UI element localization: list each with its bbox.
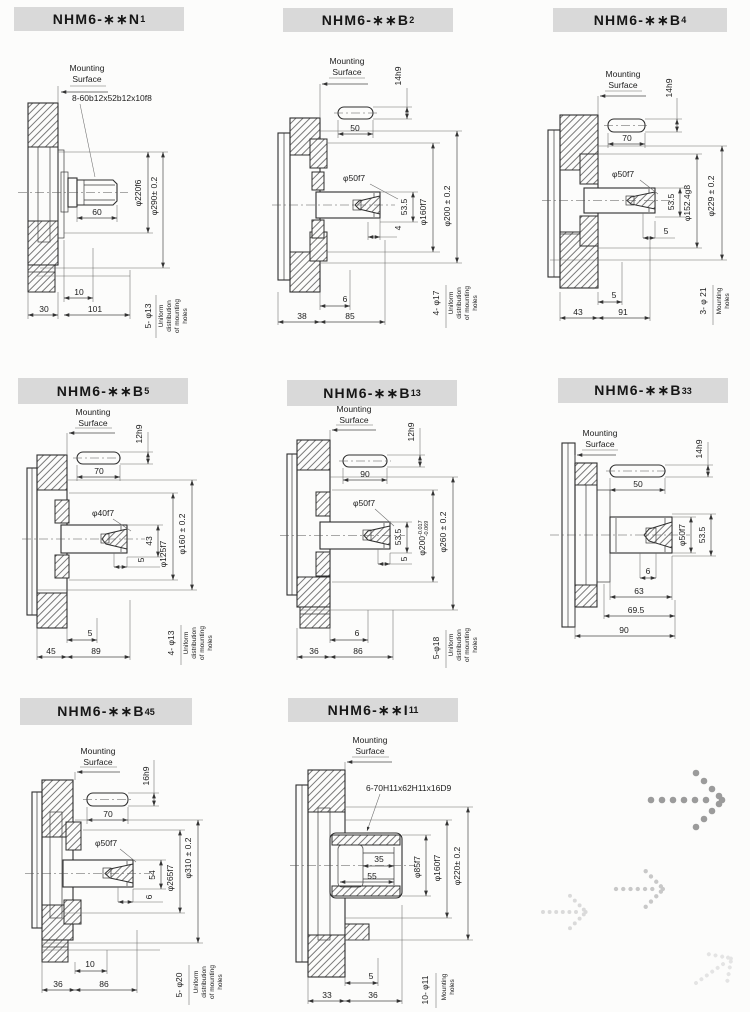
key-height-label: 16h9 (141, 766, 151, 786)
dim-label-b1: 10 (74, 287, 84, 297)
dim-label-b2: 45 (46, 646, 56, 656)
offset-label: 6 (144, 894, 154, 900)
mounting-label-2: Surface (585, 439, 615, 449)
mounting-label-1: Mounting (582, 428, 618, 438)
holes-label: 4- φ17 (431, 290, 441, 316)
panel-nhm6-i11 (250, 690, 500, 1012)
dim-label-dia1: φ265f7 (165, 864, 175, 892)
panel-nhm6-b33 (500, 370, 750, 690)
note-line: Uniform (448, 291, 455, 315)
holes-label: 3- φ 21 (698, 287, 708, 315)
technical-drawing-b33 (500, 370, 750, 690)
note-line: Mounting (441, 973, 448, 1001)
dim-label-dia1: φ152.4g8 (682, 184, 692, 222)
dim-label-dia2: φ310 ± 0.2 (183, 837, 193, 879)
note-line: holes (724, 293, 731, 309)
mounting-label-1: Mounting (352, 735, 388, 745)
dim-label-b2: 36 (53, 979, 63, 989)
dim-label-b1: 6 (342, 294, 348, 304)
panel-nhm6-b5 (0, 370, 250, 690)
key-height-label: 14h9 (664, 78, 674, 98)
panel-nhm6-b45 (0, 690, 250, 1012)
key-length-label: 50 (350, 123, 360, 133)
technical-drawing-i11 (250, 690, 500, 1012)
technical-drawing-b2 (250, 0, 500, 370)
depth-label: 53.5 (666, 193, 676, 211)
title-text: NHM6-∗∗B (321, 11, 410, 28)
note-line: Uniform (158, 304, 165, 328)
technical-drawing-b4 (500, 0, 750, 370)
pilot-dia-label: $\varphi 200^{-0.017}-0.069$ (417, 520, 431, 556)
offset-label: 5 (663, 226, 669, 236)
key-length-label: 70 (622, 133, 632, 143)
holes-label: 10- φ11 (420, 975, 430, 1005)
mounting-label-2: Surface (332, 67, 362, 77)
dim-label-length: 60 (92, 207, 102, 217)
note-line: of mounting (174, 299, 181, 333)
dim-label-dia0: φ85f7 (412, 855, 422, 879)
title-subscript: 11 (408, 705, 419, 715)
note-line: Uniform (448, 633, 455, 657)
section-view (542, 115, 670, 288)
holes-label: 5- φ20 (174, 972, 184, 998)
note-line: holes (449, 979, 456, 995)
dim-label-b2: 30 (39, 304, 49, 314)
mounting-label-2: Surface (72, 74, 102, 84)
dim-label-dia2: φ229 ± 0.2 (706, 175, 716, 217)
title-subscript: 2 (409, 15, 415, 25)
key-height-label: 12h9 (406, 422, 416, 442)
note-line: distribution (166, 300, 173, 332)
depth-label: 54 (147, 870, 157, 880)
inner-dim-2: 55 (367, 871, 377, 881)
dim-label-b1: 6 (354, 628, 360, 638)
title-subscript: 33 (681, 385, 692, 396)
dim-label-b2: 36 (309, 646, 319, 656)
dotted-arrow-icon (541, 770, 743, 999)
shaft-dia-label: φ50f7 (677, 523, 687, 547)
note-line: distribution (201, 966, 208, 998)
note-line: holes (472, 637, 479, 653)
technical-drawing-b5 (0, 370, 250, 690)
shaft-dia-label: φ40f7 (92, 508, 115, 518)
dim-label-dia2: φ290± 0.2 (149, 176, 159, 216)
mounting-label-1: Mounting (75, 407, 111, 417)
title-text: NHM6-∗∗B (57, 703, 145, 719)
dim-label-b1: 5 (368, 971, 374, 981)
shaft-dia-label: φ50f7 (353, 498, 376, 508)
title-subscript: 4 (681, 15, 687, 25)
title-subscript: 5 (144, 386, 150, 396)
title-text: NHM6-∗∗B (56, 382, 145, 399)
note-line: of mounting (209, 965, 216, 999)
dotted-arrow-watermark (500, 690, 750, 1012)
dim-label-b1: 5 (87, 628, 93, 638)
mounting-label-1: Mounting (69, 63, 105, 73)
key-length-label: 70 (94, 466, 104, 476)
dim-label-dia1: φ220f6 (133, 179, 143, 207)
key-height-label: 12h9 (134, 424, 144, 444)
mounting-label-1: Mounting (329, 56, 365, 66)
mounting-label-2: Surface (83, 757, 113, 767)
dim-label-b1: 10 (85, 959, 95, 969)
shaft-dia-label: φ50f7 (343, 173, 366, 183)
key-height-label: 14h9 (694, 439, 704, 459)
title-text: NHM6-∗∗B (594, 382, 682, 398)
depth-label: 53.5 (697, 526, 707, 544)
holes-label: 5- φ13 (143, 303, 153, 329)
dim-label-b2: 33 (322, 990, 332, 1000)
section-view (290, 770, 415, 977)
section-view (550, 443, 690, 627)
mounting-label-2: Surface (355, 746, 385, 756)
offset-label: 5 (399, 556, 409, 562)
holes-label: 5-φ18 (431, 636, 441, 660)
note-line: Uniform (193, 970, 200, 994)
note-line: holes (472, 295, 479, 311)
mounting-label-2: Surface (78, 418, 108, 428)
offset-label: 4 (393, 225, 403, 231)
dim-label-b2: 43 (573, 307, 583, 317)
shaft-dia-label: φ50f7 (95, 838, 118, 848)
holes-label: 4- φ13 (166, 630, 176, 656)
dim-label-dia2: φ200 ± 0.2 (442, 185, 452, 227)
note-line: holes (182, 308, 189, 324)
dim-label-dia1: φ160f7 (418, 198, 428, 226)
title-text: NHM6-∗∗I (327, 701, 409, 718)
title-text: NHM6-∗∗B (323, 384, 411, 401)
offset-label: 5 (136, 557, 146, 563)
mounting-label-1: Mounting (605, 69, 641, 79)
mounting-label-2: Surface (339, 415, 369, 425)
section-view (280, 440, 405, 628)
dim-label-dia2: φ220± 0.2 (452, 846, 462, 886)
dim-label-b3: 91 (618, 307, 628, 317)
panel-nhm6-b2 (250, 0, 500, 370)
dim-label-b1: 6 (645, 566, 651, 576)
title-text: NHM6-∗∗N (52, 10, 141, 27)
dim-label-dia1: φ160f7 (432, 854, 442, 882)
note-line: holes (217, 974, 224, 990)
title-text: NHM6-∗∗B (593, 11, 682, 28)
depth-label: 53.5 (399, 198, 409, 216)
title-subscript: 45 (144, 706, 155, 717)
dim-label-b3: 86 (353, 646, 363, 656)
dim-label-b3: 36 (368, 990, 378, 1000)
key-length-label: 90 (360, 469, 370, 479)
dim-label-b3: 101 (87, 304, 103, 314)
title-subscript: 13 (410, 388, 421, 398)
spline-callout: 6-70H11x62H11x16D9 (366, 783, 452, 793)
panel-nhm6-n1 (0, 0, 250, 370)
note-line: distribution (456, 287, 463, 319)
mounting-label-2: Surface (608, 80, 638, 90)
technical-drawing-b13 (250, 370, 500, 690)
dim-label-dia2: φ260 ± 0.2 (438, 511, 448, 553)
section-view (25, 780, 150, 962)
note-line: of mounting (464, 286, 471, 320)
dim-label-b3: 85 (345, 311, 355, 321)
spline-callout: 8-60b12x52b12x10f8 (72, 93, 152, 103)
note-line: Uniform (183, 631, 190, 655)
note-line: distribution (456, 629, 463, 661)
watermark-area (500, 690, 750, 1012)
key-length-label: 70 (103, 809, 113, 819)
key-length-label: 50 (633, 479, 643, 489)
note-line: Mounting (716, 287, 723, 315)
dim-label-b3: 69.5 (627, 605, 645, 615)
dim-label-b4: 90 (619, 625, 629, 635)
inner-dim-1: 35 (374, 854, 384, 864)
note-line: of mounting (199, 626, 206, 660)
note-line: of mounting (464, 628, 471, 662)
note-line: holes (207, 635, 214, 651)
dim-label-b3: 86 (99, 979, 109, 989)
panel-nhm6-b4 (500, 0, 750, 370)
dim-label-b2: 63 (634, 586, 644, 596)
technical-drawing-b45 (0, 690, 250, 1012)
dim-label-b2: 38 (297, 311, 307, 321)
mounting-label-1: Mounting (80, 746, 116, 756)
labels (297, 56, 479, 321)
depth-label: 53.5 (393, 528, 403, 546)
note-line: distribution (191, 627, 198, 659)
section-view (18, 103, 128, 292)
depth-label: 43 (144, 536, 154, 546)
title-subscript: 1 (140, 14, 146, 24)
dim-label-dia1: φ125f7 (158, 540, 168, 568)
section-view (272, 107, 395, 292)
dim-label-dia2: φ160 ± 0.2 (177, 513, 187, 555)
shaft-dia-label: φ50f7 (612, 169, 635, 179)
section-view (22, 452, 145, 628)
key-height-label: 14h9 (393, 66, 403, 86)
panel-nhm6-b13 (250, 370, 500, 690)
mounting-label-1: Mounting (336, 404, 372, 414)
dim-label-b1: 5 (611, 290, 617, 300)
dim-label-b3: 89 (91, 646, 101, 656)
technical-drawing-n1 (0, 0, 250, 370)
